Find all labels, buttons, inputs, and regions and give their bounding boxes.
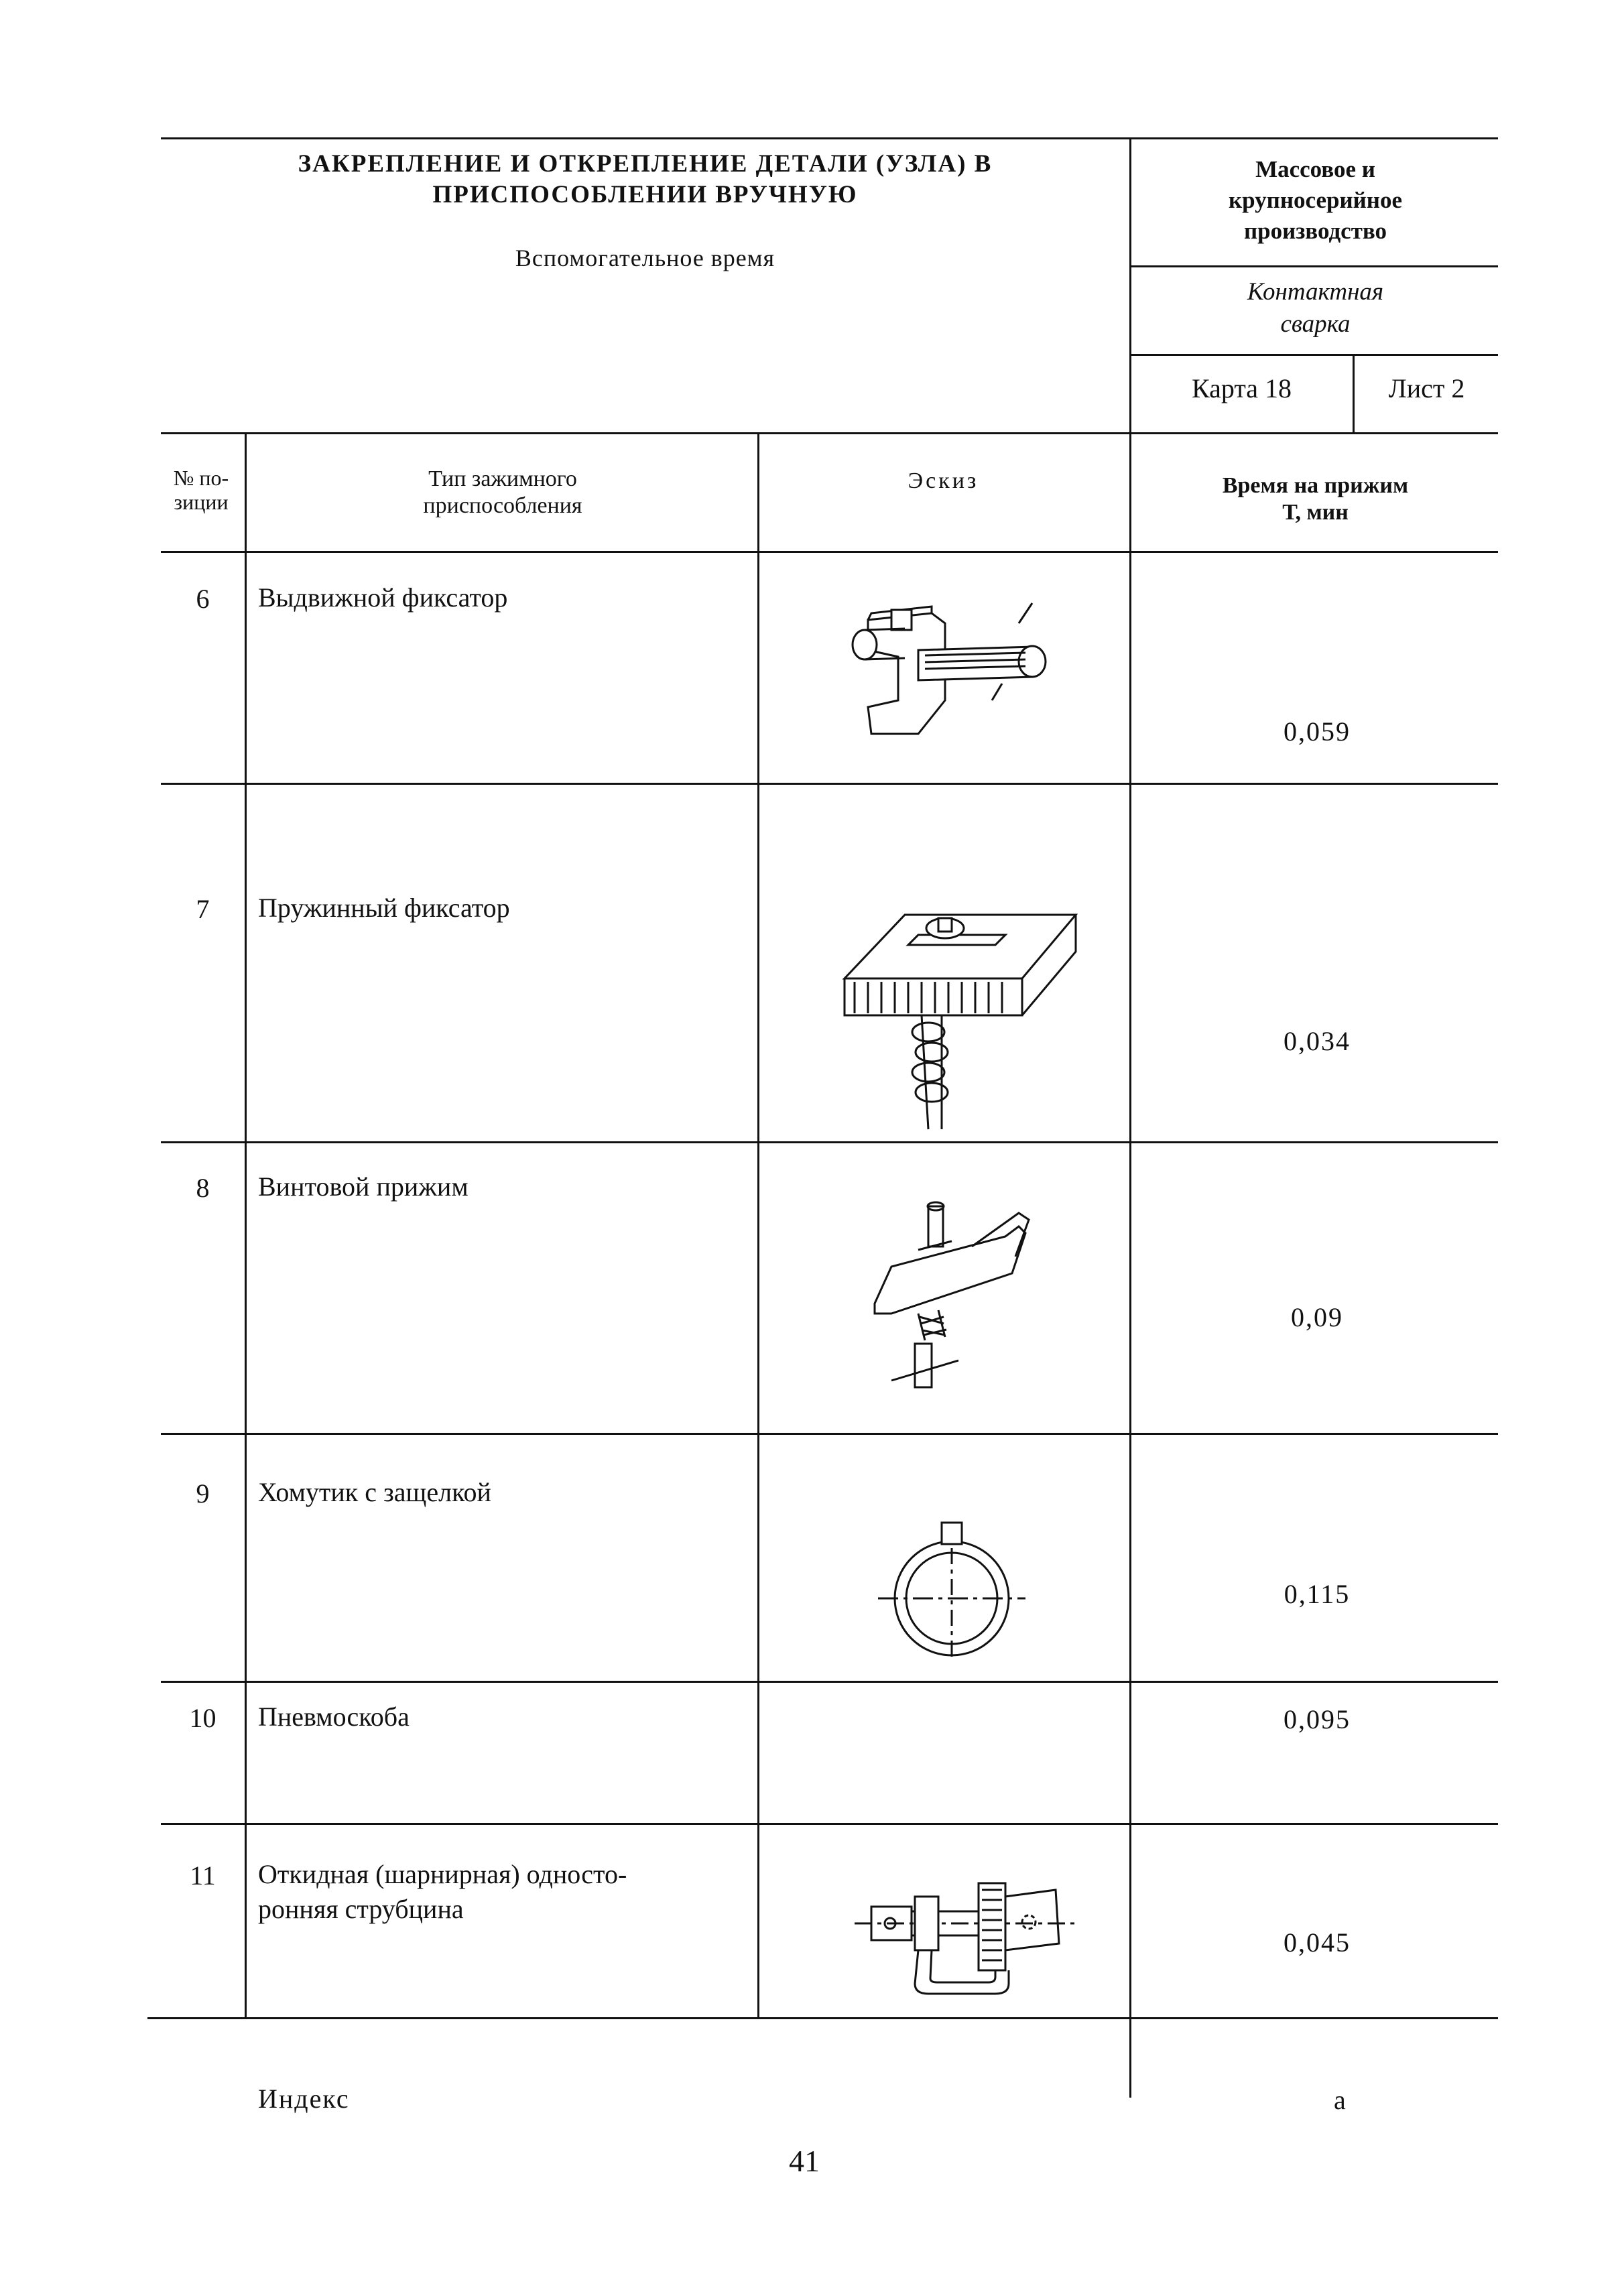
row-11-type-line2: ронняя струбцина <box>258 1894 464 1924</box>
row-8-position: 8 <box>196 1173 210 1203</box>
row-8-type: Винтовой прижим <box>258 1171 469 1202</box>
row-6-position: 6 <box>196 584 210 614</box>
production-rule <box>1129 265 1498 267</box>
row-10-position: 10 <box>189 1703 216 1733</box>
col-position <box>158 466 245 514</box>
col-time <box>1133 472 1498 526</box>
screw-clamp-icon <box>871 1179 1052 1401</box>
header-divider <box>1129 137 1131 432</box>
row-6-type: Выдвижной фиксатор <box>258 582 508 613</box>
col-divider-1 <box>245 432 247 2017</box>
production-line2: крупносерийное <box>1229 187 1402 213</box>
row-6-time: 0,059 <box>1284 716 1351 747</box>
card-number: Карта 18 <box>1191 373 1292 403</box>
row-rule-9 <box>161 1681 1498 1683</box>
page-title-line1: ЗАКРЕПЛЕНИЕ И ОТКРЕПЛЕНИЕ ДЕТАЛИ (УЗЛА) В <box>298 150 993 178</box>
row-7-type: Пружинный фиксатор <box>258 893 510 923</box>
row-9-position: 9 <box>196 1478 210 1509</box>
col-position-line1: № по- <box>173 466 229 490</box>
row-11-type-line1: Откидная (шарнирная) односто- <box>258 1859 627 1889</box>
row-9-time: 0,115 <box>1284 1579 1351 1609</box>
col-time-line1: Время на прижим <box>1222 473 1409 498</box>
row-11-type <box>258 1857 754 1927</box>
page-title <box>168 149 1123 210</box>
latch-collar-icon <box>865 1508 1039 1669</box>
col-type-line1: Тип зажимного <box>428 466 577 491</box>
col-type-line2: приспособления <box>423 493 582 518</box>
hinged-clamp-icon <box>851 1870 1079 2004</box>
sheet-number: Лист 2 <box>1388 373 1465 403</box>
method-rule <box>1129 354 1498 356</box>
header-bottom-rule <box>161 432 1498 434</box>
row-rule-8 <box>161 1433 1498 1435</box>
sliding-latch-icon <box>831 583 1079 744</box>
row-10-type: Пневмоскоба <box>258 1702 410 1732</box>
page-subtitle: Вспомогательное время <box>515 245 775 271</box>
col-position-line2: зиции <box>174 490 229 514</box>
row-rule-7 <box>161 1141 1498 1143</box>
row-7-position: 7 <box>196 894 210 924</box>
production-line3: производство <box>1243 218 1387 244</box>
row-7-time: 0,034 <box>1284 1026 1351 1056</box>
spring-latch-icon <box>841 898 1082 1139</box>
top-rule <box>161 137 1498 139</box>
index-label: Индекс <box>258 2084 350 2114</box>
row-rule-10 <box>161 1823 1498 1825</box>
card-divider <box>1353 354 1355 432</box>
row-10-time: 0,095 <box>1284 1704 1351 1734</box>
page-title-line2: ПРИСПОСОБЛЕНИИ ВРУЧНУЮ <box>432 181 858 208</box>
production-type <box>1133 154 1498 247</box>
production-line1: Массовое и <box>1255 156 1375 182</box>
col-divider-3 <box>1129 432 1131 2098</box>
row-rule-6 <box>161 783 1498 785</box>
welding-method <box>1133 276 1498 340</box>
row-rule-11 <box>147 2017 1498 2019</box>
index-value: а <box>1334 2085 1346 2115</box>
row-8-time: 0,09 <box>1291 1302 1343 1332</box>
page-number: 41 <box>789 2144 820 2178</box>
row-11-time: 0,045 <box>1284 1927 1351 1958</box>
col-divider-2 <box>757 432 759 2017</box>
row-9-type: Хомутик с защелкой <box>258 1477 491 1507</box>
column-header-rule <box>161 551 1498 553</box>
col-sketch: Эскиз <box>908 468 979 493</box>
col-type <box>248 466 757 519</box>
row-11-position: 11 <box>190 1860 216 1891</box>
method-line1: Контактная <box>1247 278 1384 306</box>
method-line2: сварка <box>1280 310 1351 338</box>
col-time-line2: Т, мин <box>1282 500 1349 525</box>
